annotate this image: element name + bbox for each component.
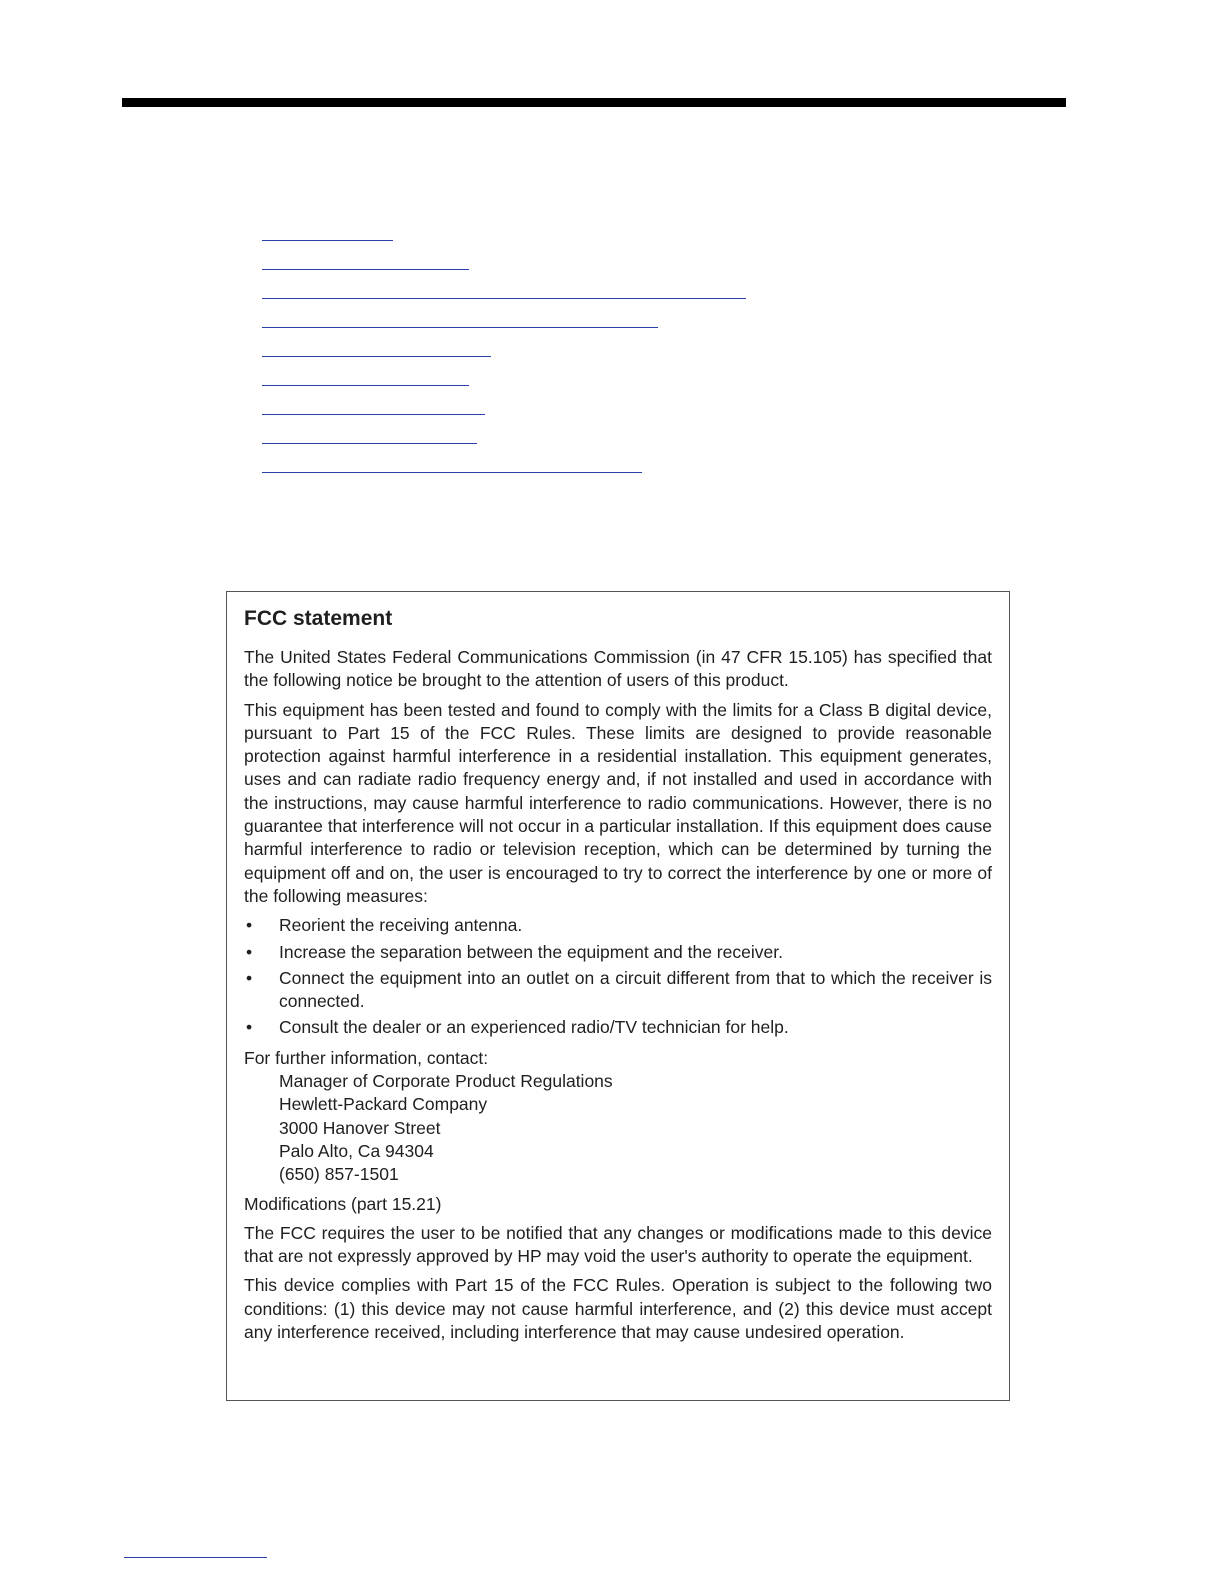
list-item-text: Consult the dealer or an experienced radio/TV technician for help. bbox=[279, 1017, 789, 1038]
section-link-item bbox=[262, 443, 746, 444]
bullet-icon: • bbox=[246, 941, 253, 962]
section-link-item bbox=[262, 269, 746, 270]
part15-conditions-paragraph: This device complies with Part 15 of the FCC Rules. Operation is subject to the following two conditions: (1) this device may not cause harmful interference, and (2) this device must accept any interference received, including interference that may cause undesired operation. bbox=[244, 1275, 992, 1343]
fcc-compliance-paragraph: This equipment has been tested and found to comply with the limits for a Class B digital device, pursuant to Part 15 of the FCC Rules. These limits are designed to provide reasonable protection against harmful interference in a residential installation. This equipment generates, uses and can radiate radio frequency energy and, if not installed and used in accordance with the instructions, may cause harmful interference to radio communications. However, there is no guarantee that interference will not occur in a particular installation. If this equipment does cause harmful interference to radio or television reception, which can be determined by turning the equipment off and on, the user is encouraged to try to correct the interference by one or more of the following measures: bbox=[244, 699, 992, 906]
chapter-title-rule bbox=[122, 98, 1066, 107]
list-item bbox=[244, 967, 992, 1014]
footer-link[interactable] bbox=[124, 1557, 267, 1558]
bullet-icon: • bbox=[246, 915, 253, 936]
fcc-intro-paragraph: The United States Federal Communications Commission (in 47 CFR 15.105) has specified that the following notice be brought to the attention of users of this product. bbox=[244, 647, 992, 691]
fcc-statement-box bbox=[226, 591, 1010, 1401]
list-item-text: Increase the separation between the equipment and the receiver. bbox=[279, 941, 783, 962]
contact-intro: For further information, contact: bbox=[244, 1047, 489, 1068]
section-link-item bbox=[262, 472, 746, 473]
interference-measures-list bbox=[244, 914, 992, 1039]
address-line: (650) 857-1501 bbox=[279, 1164, 399, 1185]
section-link-1[interactable] bbox=[262, 240, 393, 241]
address-line: Palo Alto, Ca 94304 bbox=[279, 1140, 434, 1161]
address-line: Manager of Corporate Product Regulations bbox=[279, 1071, 613, 1092]
modifications-heading: Modifications (part 15.21) bbox=[244, 1193, 442, 1214]
list-item-text: Reorient the receiving antenna. bbox=[279, 915, 523, 936]
section-link-item bbox=[262, 327, 746, 328]
section-link-5[interactable] bbox=[262, 356, 491, 357]
section-link-4[interactable] bbox=[262, 327, 658, 328]
section-link-3[interactable] bbox=[262, 298, 746, 299]
section-link-item bbox=[262, 414, 746, 415]
address-line: 3000 Hanover Street bbox=[279, 1117, 441, 1138]
bullet-icon: • bbox=[246, 967, 253, 988]
section-link-7[interactable] bbox=[262, 414, 485, 415]
list-item bbox=[244, 941, 992, 964]
list-item bbox=[244, 1016, 992, 1039]
contact-address bbox=[244, 1070, 992, 1186]
modifications-paragraph: The FCC requires the user to be notified that any changes or modifications made to this device that are not expressly approved by HP may void the user's authority to operate the equipment. bbox=[244, 1222, 992, 1267]
fcc-statement-title: FCC statement bbox=[244, 607, 393, 630]
section-link-item bbox=[262, 240, 746, 241]
section-link-2[interactable] bbox=[262, 269, 469, 270]
section-links-list bbox=[262, 240, 746, 501]
address-line: Hewlett-Packard Company bbox=[279, 1094, 488, 1115]
bullet-icon: • bbox=[246, 1017, 253, 1038]
section-link-item bbox=[262, 298, 746, 299]
list-item bbox=[244, 914, 992, 937]
list-item-text: Connect the equipment into an outlet on a circuit different from that to which the receiver is connected. bbox=[279, 967, 992, 1012]
section-link-item bbox=[262, 385, 746, 386]
section-link-8[interactable] bbox=[262, 443, 477, 444]
section-link-9[interactable] bbox=[262, 472, 642, 473]
section-link-6[interactable] bbox=[262, 385, 469, 386]
section-link-item bbox=[262, 356, 746, 357]
